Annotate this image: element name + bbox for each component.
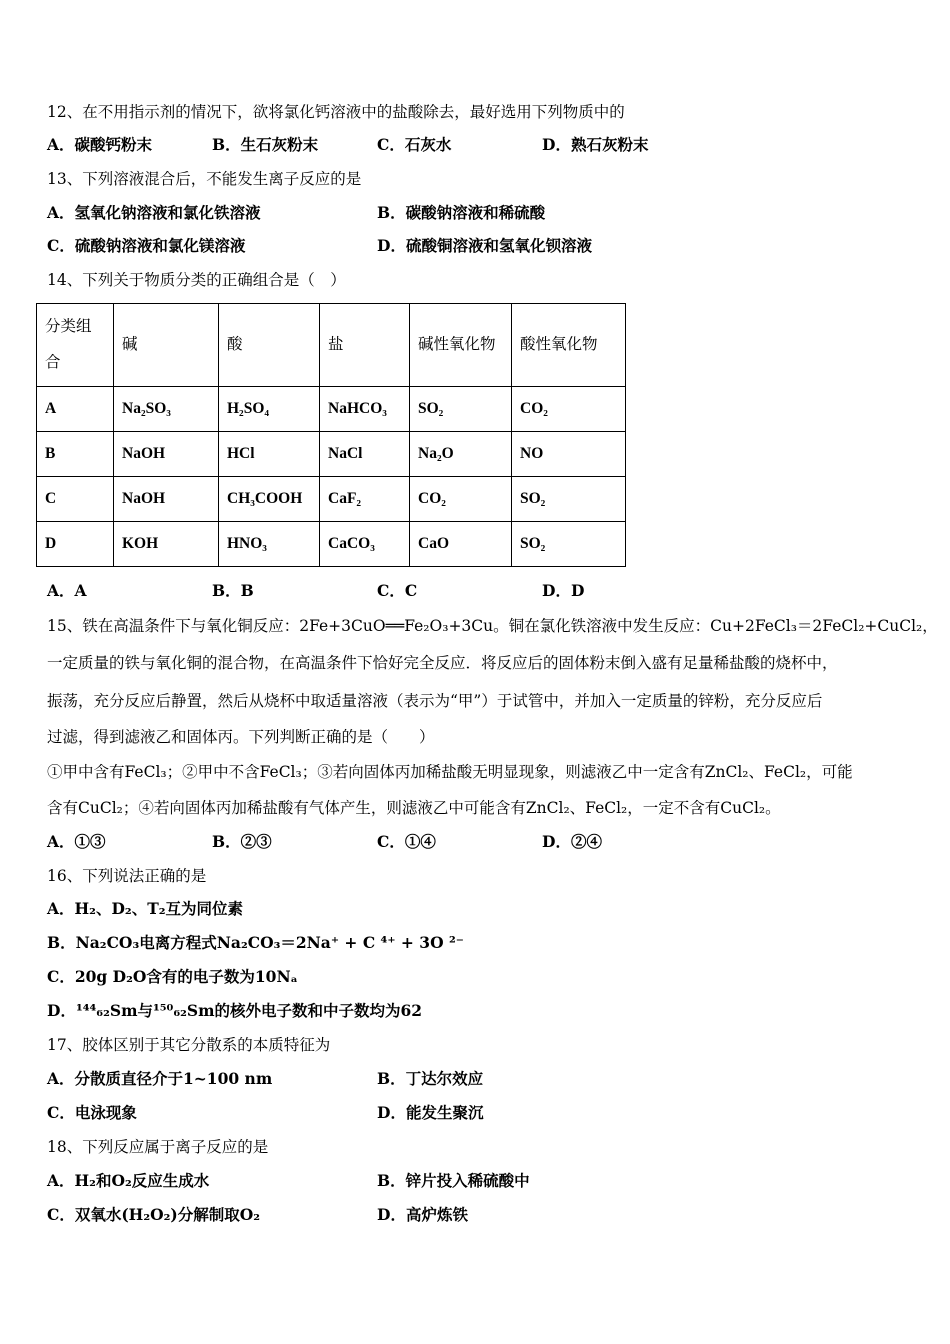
- option: C．20g D₂O含有的电子数为10Nₐ: [47, 967, 298, 986]
- option: A．氢氧化钠溶液和氯化铁溶液: [47, 203, 261, 222]
- question-12-stem: 12、在不用指示剂的情况下，欲将氯化钙溶液中的盐酸除去，最好选用下列物质中的: [47, 103, 625, 121]
- table-cell: SO₂: [512, 522, 626, 567]
- option: D．熟石灰粉末: [542, 135, 649, 154]
- question-13-stem: 13、下列溶液混合后，不能发生离子反应的是: [47, 170, 362, 188]
- table-cell: CaF₂: [320, 477, 410, 522]
- table-cell: D: [37, 522, 114, 567]
- table-header: 碱性氧化物: [410, 304, 512, 387]
- option: C．双氧水(H₂O₂)分解制取O₂: [47, 1205, 261, 1224]
- table-cell: C: [37, 477, 114, 522]
- table-cell: NO: [512, 432, 626, 477]
- table-cell: A: [37, 387, 114, 432]
- option: A．H₂、D₂、T₂互为同位素: [47, 899, 244, 918]
- table-cell: Na₂SO₃: [114, 387, 219, 432]
- table-header: 酸: [219, 304, 320, 387]
- option: B．B: [212, 581, 254, 600]
- question-15-text: 一定质量的铁与氧化铜的混合物，在高温条件下恰好完全反应．将反应后的固体粉末倒入盛有足量稀盐酸的烧杯中，: [47, 654, 838, 672]
- table-cell: B: [37, 432, 114, 477]
- table-cell: NaOH: [114, 477, 219, 522]
- question-18-stem: 18、下列反应属于离子反应的是: [47, 1138, 269, 1156]
- table-header: 碱: [114, 304, 219, 387]
- table-cell: H₂SO₄: [219, 387, 320, 432]
- table-cell: NaHCO₃: [320, 387, 410, 432]
- option: C．硫酸钠溶液和氯化镁溶液: [47, 236, 246, 255]
- option: C．①④: [377, 832, 436, 851]
- option: C．C: [377, 581, 418, 600]
- table-header-row: [37, 304, 626, 387]
- table-row: [37, 522, 626, 567]
- table-header: 分类组合: [37, 304, 114, 387]
- option: B．碳酸钠溶液和稀硫酸: [377, 203, 546, 222]
- table-cell: KOH: [114, 522, 219, 567]
- option: A．①③: [47, 832, 106, 851]
- table-header: 盐: [320, 304, 410, 387]
- option: D．②④: [542, 832, 602, 851]
- table-row: [37, 477, 626, 522]
- question-15-text: ①甲中含有FeCl₃；②甲中不含FeCl₃；③若向固体丙加稀盐酸无明显现象，则滤液乙中一定含有ZnCl₂、FeCl₂，可能: [47, 763, 853, 781]
- option: B．Na₂CO₃电离方程式Na₂CO₃＝2Na⁺ + C ⁴⁺ + 3O ²⁻: [47, 933, 464, 952]
- option: B．丁达尔效应: [377, 1069, 484, 1088]
- table-cell: HNO₃: [219, 522, 320, 567]
- table-header: 酸性氧化物: [512, 304, 626, 387]
- option: A．分散质直径介于1~100 nm: [47, 1069, 273, 1088]
- question-15-text: 含有CuCl₂；④若向固体丙加稀盐酸有气体产生，则滤液乙中可能含有ZnCl₂、FeCl₂，一定不含有CuCl₂。: [47, 799, 781, 817]
- table-row: [37, 387, 626, 432]
- option: B．锌片投入稀硫酸中: [377, 1171, 530, 1190]
- option: B．生石灰粉末: [212, 135, 319, 154]
- table-cell: SO₂: [512, 477, 626, 522]
- option: A．H₂和O₂反应生成水: [47, 1171, 210, 1190]
- option: D．高炉炼铁: [377, 1205, 468, 1224]
- option: A．碳酸钙粉末: [47, 135, 153, 154]
- table-cell: Na₂O: [410, 432, 512, 477]
- option: B．②③: [212, 832, 272, 851]
- table-cell: NaOH: [114, 432, 219, 477]
- option: D．硫酸铜溶液和氢氧化钡溶液: [377, 236, 592, 255]
- table-cell: NaCl: [320, 432, 410, 477]
- classification-table: [36, 303, 626, 567]
- table-cell: CaO: [410, 522, 512, 567]
- question-17-stem: 17、胶体区别于其它分散系的本质特征为: [47, 1036, 331, 1054]
- option: C．电泳现象: [47, 1103, 137, 1122]
- table-cell: CO₂: [512, 387, 626, 432]
- option: D．D: [542, 581, 585, 600]
- table-cell: CH₃COOH: [219, 477, 320, 522]
- option: A．A: [47, 581, 87, 600]
- option: C．石灰水: [377, 135, 452, 154]
- table-cell: HCl: [219, 432, 320, 477]
- question-15-text: 过滤，得到滤液乙和固体丙。下列判断正确的是（ ）: [47, 728, 435, 746]
- table-cell: CaCO₃: [320, 522, 410, 567]
- question-14-stem: 14、下列关于物质分类的正确组合是（ ）: [47, 271, 346, 289]
- question-15-text: 15、铁在高温条件下与氧化铜反应：2Fe+3CuO══Fe₂O₃+3Cu。铜在氯化铁溶液中发生反应：Cu+2FeCl₃＝2FeCl₂+CuCl₂，: [47, 617, 938, 635]
- question-15-text: 振荡，充分反应后静置，然后从烧杯中取适量溶液（表示为“甲”）于试管中，并加入一定质量的锌粉，充分反应后: [47, 692, 823, 710]
- table-row: [37, 432, 626, 477]
- option: D．¹⁴⁴₆₂Sm与¹⁵⁰₆₂Sm的核外电子数和中子数均为62: [47, 1001, 423, 1020]
- question-16-stem: 16、下列说法正确的是: [47, 867, 207, 885]
- table-cell: CO₂: [410, 477, 512, 522]
- option: D．能发生聚沉: [377, 1103, 484, 1122]
- table-cell: SO₂: [410, 387, 512, 432]
